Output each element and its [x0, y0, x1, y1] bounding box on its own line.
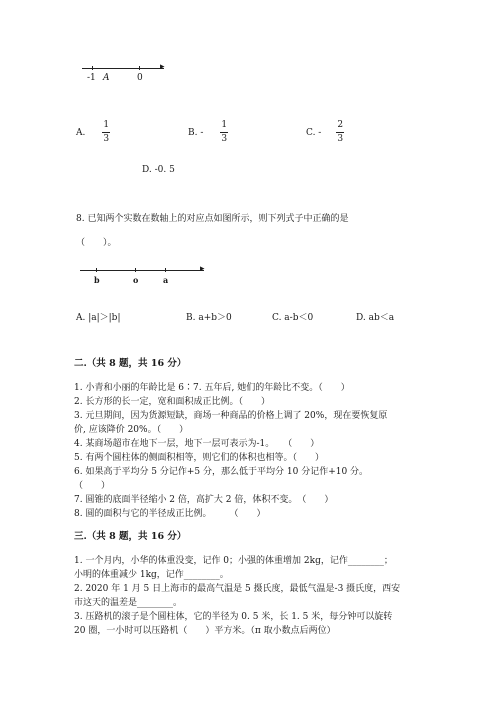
- section3-item: 3. 压路机的滚子是个圆柱体，它的半径为 0. 5 米，长 1. 5 米，每分钟可以旋转: [74, 612, 393, 622]
- q8-axis: [80, 270, 204, 271]
- number-line-arrow: ▸: [160, 62, 165, 72]
- fraction-c: $\frac{2}{3}$: [337, 120, 344, 144]
- section2-heading: 二.（共 8 题，共 16 分）: [74, 358, 187, 369]
- section2-item: 4. 某商场超市在地下一层，地下一层可表示为-1。 （ ）: [74, 439, 320, 449]
- option-d[interactable]: D. -0. 5: [142, 165, 175, 175]
- number-line-axis: [82, 68, 164, 69]
- q8-paren: （ ）。: [76, 238, 117, 248]
- section3-item: 20 圈，一小时可以压路机（ ）平方米。（π 取小数点后两位）: [74, 626, 336, 636]
- fraction-b: $\frac{1}{3}$: [221, 120, 228, 144]
- tick-zero: [139, 66, 140, 70]
- section3-item: 1. 一个月内，小华的体重没变，记作 0；小强的体重增加 2kg，记作________；: [74, 556, 393, 566]
- q8-option-b[interactable]: B. a+b＞0: [186, 313, 232, 323]
- q8-option-c[interactable]: C. a-b＜0: [272, 313, 314, 323]
- option-c[interactable]: C. - $\frac{2}{3}$: [306, 120, 344, 144]
- tick-o: [135, 268, 136, 272]
- label-point-a: A: [103, 73, 110, 83]
- q8-arrow: ▸: [200, 264, 205, 274]
- section2-item: 2. 长方形的长一定，宽和面积成正比例。（ ）: [74, 397, 270, 407]
- tick-a: [165, 268, 166, 272]
- section2-item: 价, 应该降价 20%。（ ）: [74, 425, 189, 435]
- section3-item: 小明的体重减少 1kg，记作________。: [74, 570, 229, 580]
- section2-item: 5. 有两个圆柱体的侧面积相等，则它们的体积也相等。（ ）: [74, 453, 324, 463]
- section2-item: 7. 圆锥的底面半径缩小 2 倍，高扩大 2 倍，体积不变。 （ ）: [74, 495, 334, 505]
- fraction-a: $\frac{1}{3}$: [103, 120, 110, 144]
- label-a: a: [163, 275, 169, 285]
- q8-option-d[interactable]: D. ab＜a: [356, 313, 395, 323]
- label-b: b: [94, 275, 100, 285]
- tick-minus-one: [92, 66, 93, 70]
- section2-item: 1. 小青和小丽的年龄比是 6∶7. 五年后, 她们的年龄比不变。（ ）: [74, 383, 350, 393]
- section2-item: 3. 元旦期间，因为货源短缺，商场一种商品的价格上调了 20%，现在要恢复原: [74, 411, 388, 421]
- section2-item: 6. 如果高于平均分 5 分记作+5 分，那么低于平均分 10 分记作+10 分。: [74, 467, 369, 477]
- section2-item: 8. 圆的面积与它的半径成正比例。 （ ）: [74, 509, 266, 519]
- option-a[interactable]: A. $\frac{1}{3}$: [76, 120, 110, 144]
- section2-item: （ ）: [74, 481, 111, 491]
- tick-b: [96, 268, 97, 272]
- label-zero: 0: [137, 73, 143, 83]
- q8-text: 8. 已知两个实数在数轴上的对应点如图所示，则下列式子中正确的是: [76, 214, 349, 224]
- q8-option-a[interactable]: A. |a|＞|b|: [76, 313, 121, 323]
- option-b[interactable]: B. - $\frac{1}{3}$: [188, 120, 228, 144]
- section3-item: 2. 2020 年 1 月 5 日上海市的最高气温是 5 摄氏度，最低气温是-3 摄氏度，西安: [74, 584, 401, 594]
- label-o: o: [133, 275, 139, 285]
- section3-heading: 三.（共 8 题，共 16 分）: [74, 531, 187, 542]
- section3-item: 市这天的温差是________。: [74, 598, 183, 608]
- label-minus-one: -1: [87, 73, 96, 83]
